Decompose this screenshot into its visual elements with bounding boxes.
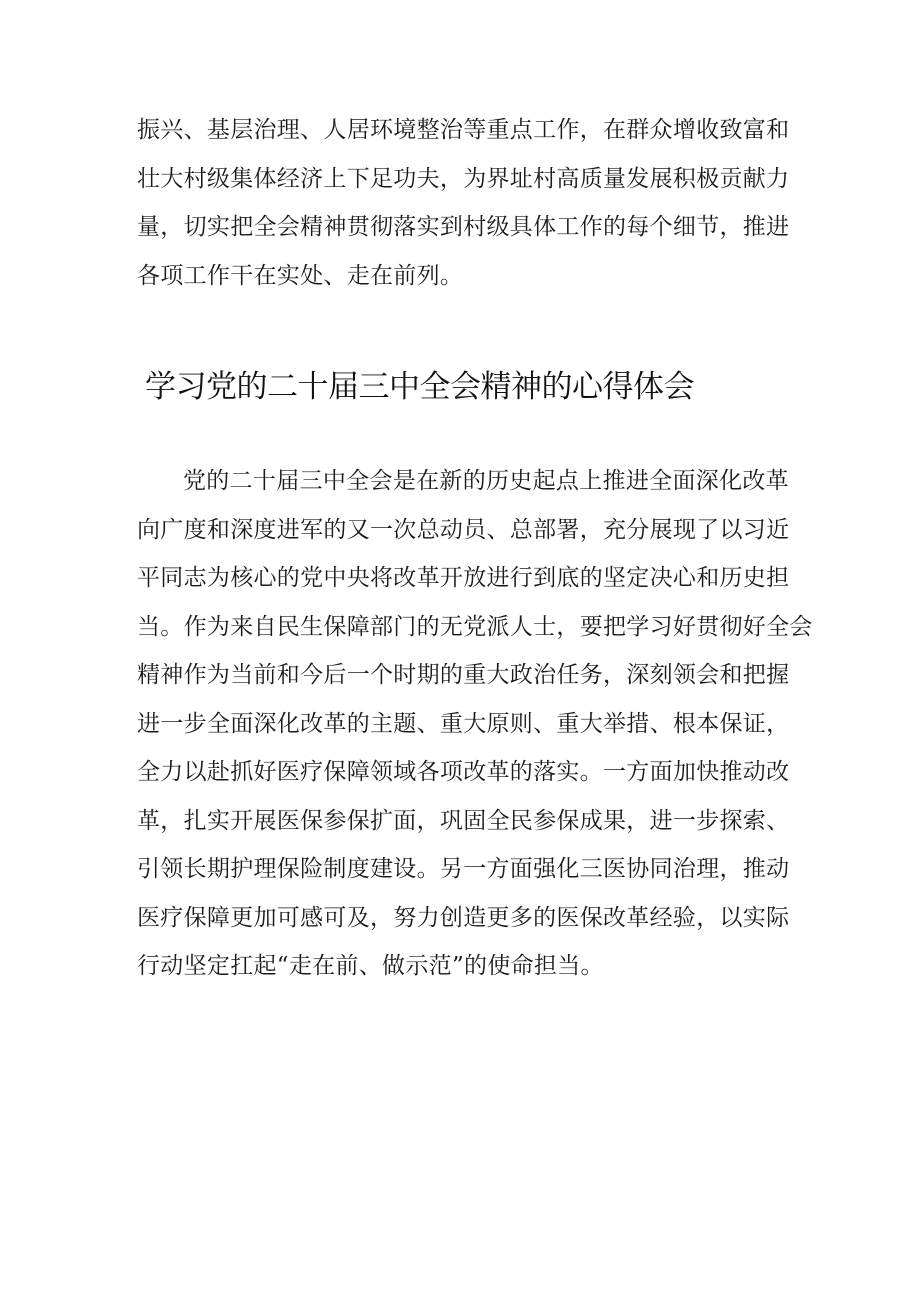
paragraph-line: 医疗保障更加可感可及，努力创造更多的医保改革经验，以实际 (137, 904, 790, 931)
paragraph-line: 革，扎实开展医保参保扩面，巩固全民参保成果，进一步探索、 (137, 807, 790, 834)
paragraph-1 (137, 106, 789, 300)
paragraph-line: 振兴、基层治理、人居环境整治等重点工作，在群众增收致富和 (137, 117, 790, 143)
paragraph-line: 壮大村级集体经济上下足功夫，为界址村高质量发展积极贡献力 (137, 165, 790, 192)
paragraph-line: 行动坚定扛起“走在前、做示范”的使命担当。 (137, 953, 604, 979)
paragraph-line: 引领长期护理保险制度建设。另一方面强化三医协同治理，推动 (137, 856, 790, 882)
paragraph-line: 各项工作干在实处、走在前列。 (137, 262, 464, 289)
paragraph-line: 进一步全面深化改革的主题、重大原则、重大举措、根本保证， (137, 710, 790, 737)
paragraph-line: 当。作为来自民生保障部门的无党派人士，要把学习好贯彻好全会 (137, 613, 813, 640)
paragraph-line: 精神作为当前和今后一个时期的重大政治任务，深刻领会和把握 (137, 662, 790, 688)
paragraph-line: 量，切实把全会精神贯彻落实到村级具体工作的每个细节，推进 (137, 214, 790, 240)
paragraph-line: 全力以赴抓好医疗保障领域各项改革的落实。一方面加快推动改 (137, 759, 790, 785)
paragraph-2 (137, 457, 813, 991)
paragraph-line: 向广度和深度进军的又一次总动员、总部署，充分展现了以习近 (137, 516, 790, 543)
section-title: 学习党的二十届三中全会精神的心得体会 (145, 369, 694, 405)
paragraph-line: 党的二十届三中全会是在新的历史起点上推进全面深化改革 (183, 468, 789, 494)
paragraph-line: 平同志为核心的党中央将改革开放进行到底的坚定决心和历史担 (137, 565, 790, 591)
